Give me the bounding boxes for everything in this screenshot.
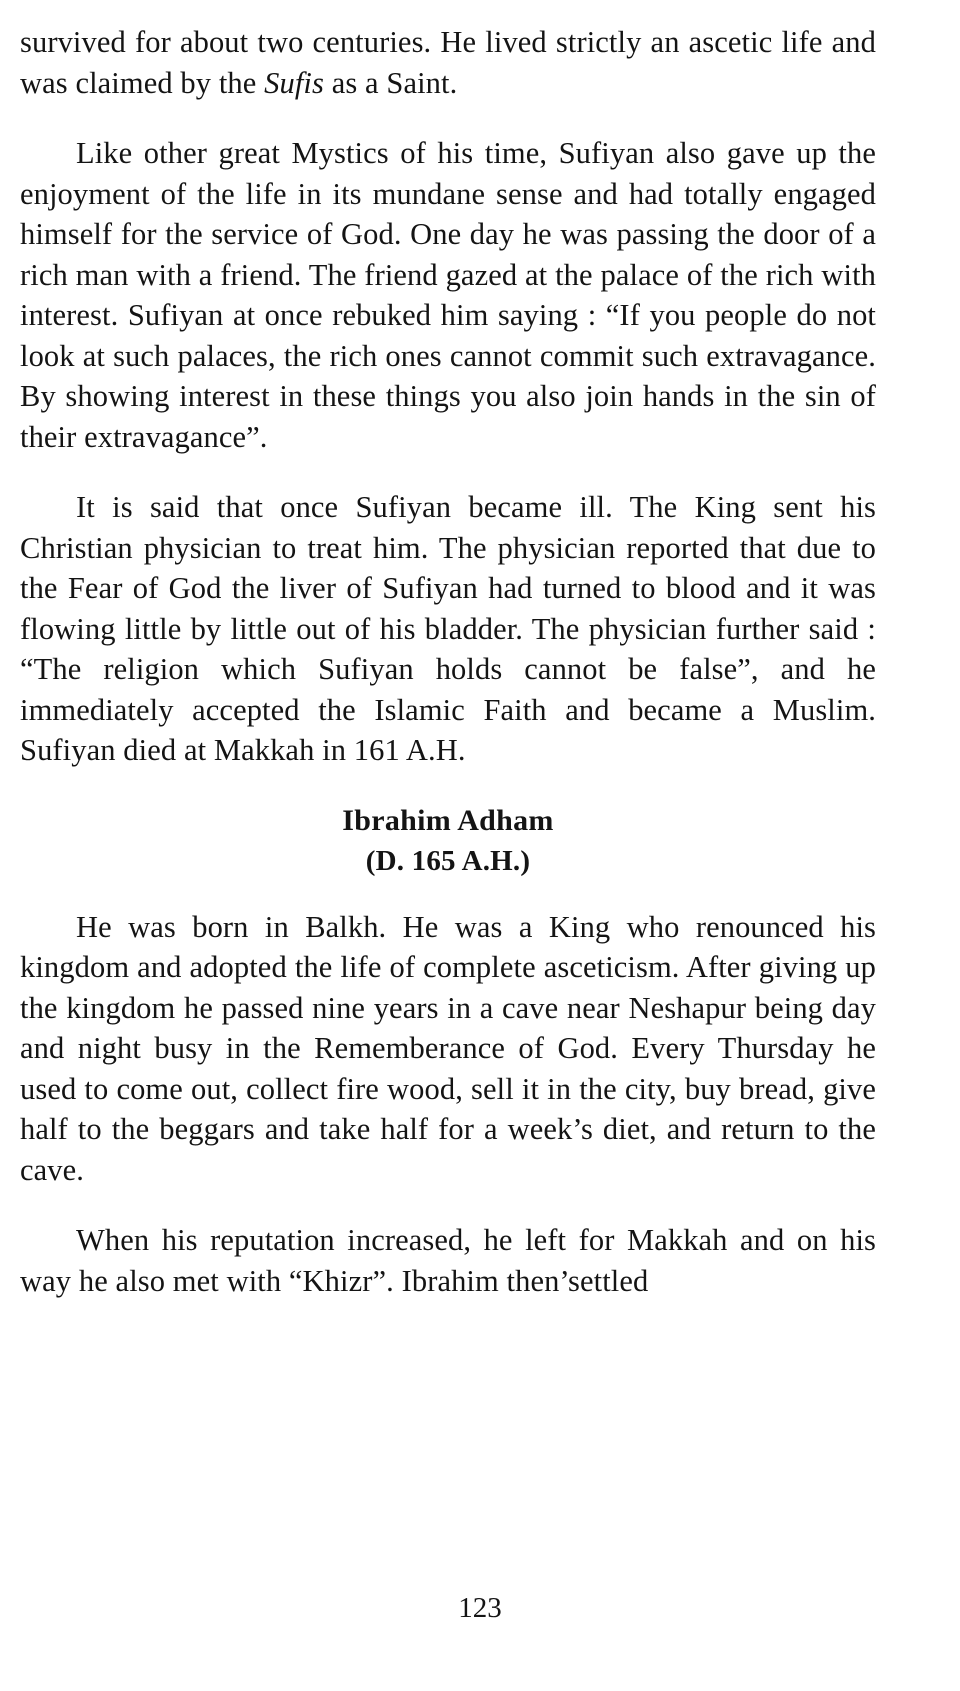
paragraph-3: It is said that once Sufiyan became ill. The King sent his Christian physician to treat him. The physician reported that due to the Fear of God the liver of Sufiyan had turned to blood and it was flowing little by little out of his bladder. The physician further said : “The religion which Sufiyan holds cannot be false”, and he immediately accepted the Islamic Faith and became a Muslim. Sufiyan died at Makkah in 161 A.H. [20, 490, 876, 767]
page-number: 123 [458, 1592, 502, 1624]
paragraph-4: He was born in Balkh. He was a King who renounced his kingdom and adopted the life of complete asceticism. After giving up the kingdom he passed nine years in a cave near Neshapur being day and night busy in the Rememberance of God. Every Thursday he used to come out, collect fire wood, sell it in the city, buy bread, give half to the beggars and take half for a week’s diet, and return to the cave. [20, 909, 876, 1187]
page-body [20, 22, 876, 1301]
section-heading-subtitle: (D. 165 A.H.) [365, 844, 531, 877]
section-heading [20, 801, 876, 881]
paragraph-2: Like other great Mystics of his time, Sufiyan also gave up the enjoyment of the life in its mundane sense and had totally engaged himself for the service of God. One day he was passing the door of a rich man with a friend. The friend gazed at the palace of the rich with interest. Sufiyan at once rebuked him saying : “If you people do not look at such palaces, the rich ones cannot commit such extravagance. By showing interest in these things you also join hands in the sin of their extravagance”. [20, 136, 876, 454]
paragraph-1-text-a: survived for about two centuries. He lived strictly an ascetic life and was claimed by the [20, 25, 876, 100]
paragraph-1-text-b: as a Saint. [323, 65, 458, 100]
paragraph-1-italic-term: Sufis [264, 65, 324, 100]
section-heading-title: Ibrahim Adham [342, 803, 554, 837]
paragraph-1 [20, 22, 876, 103]
paragraph-5: When his reputation increased, he left for Makkah and on his way he also met with “Khizr”. Ibrahim then’settled [20, 1223, 876, 1298]
